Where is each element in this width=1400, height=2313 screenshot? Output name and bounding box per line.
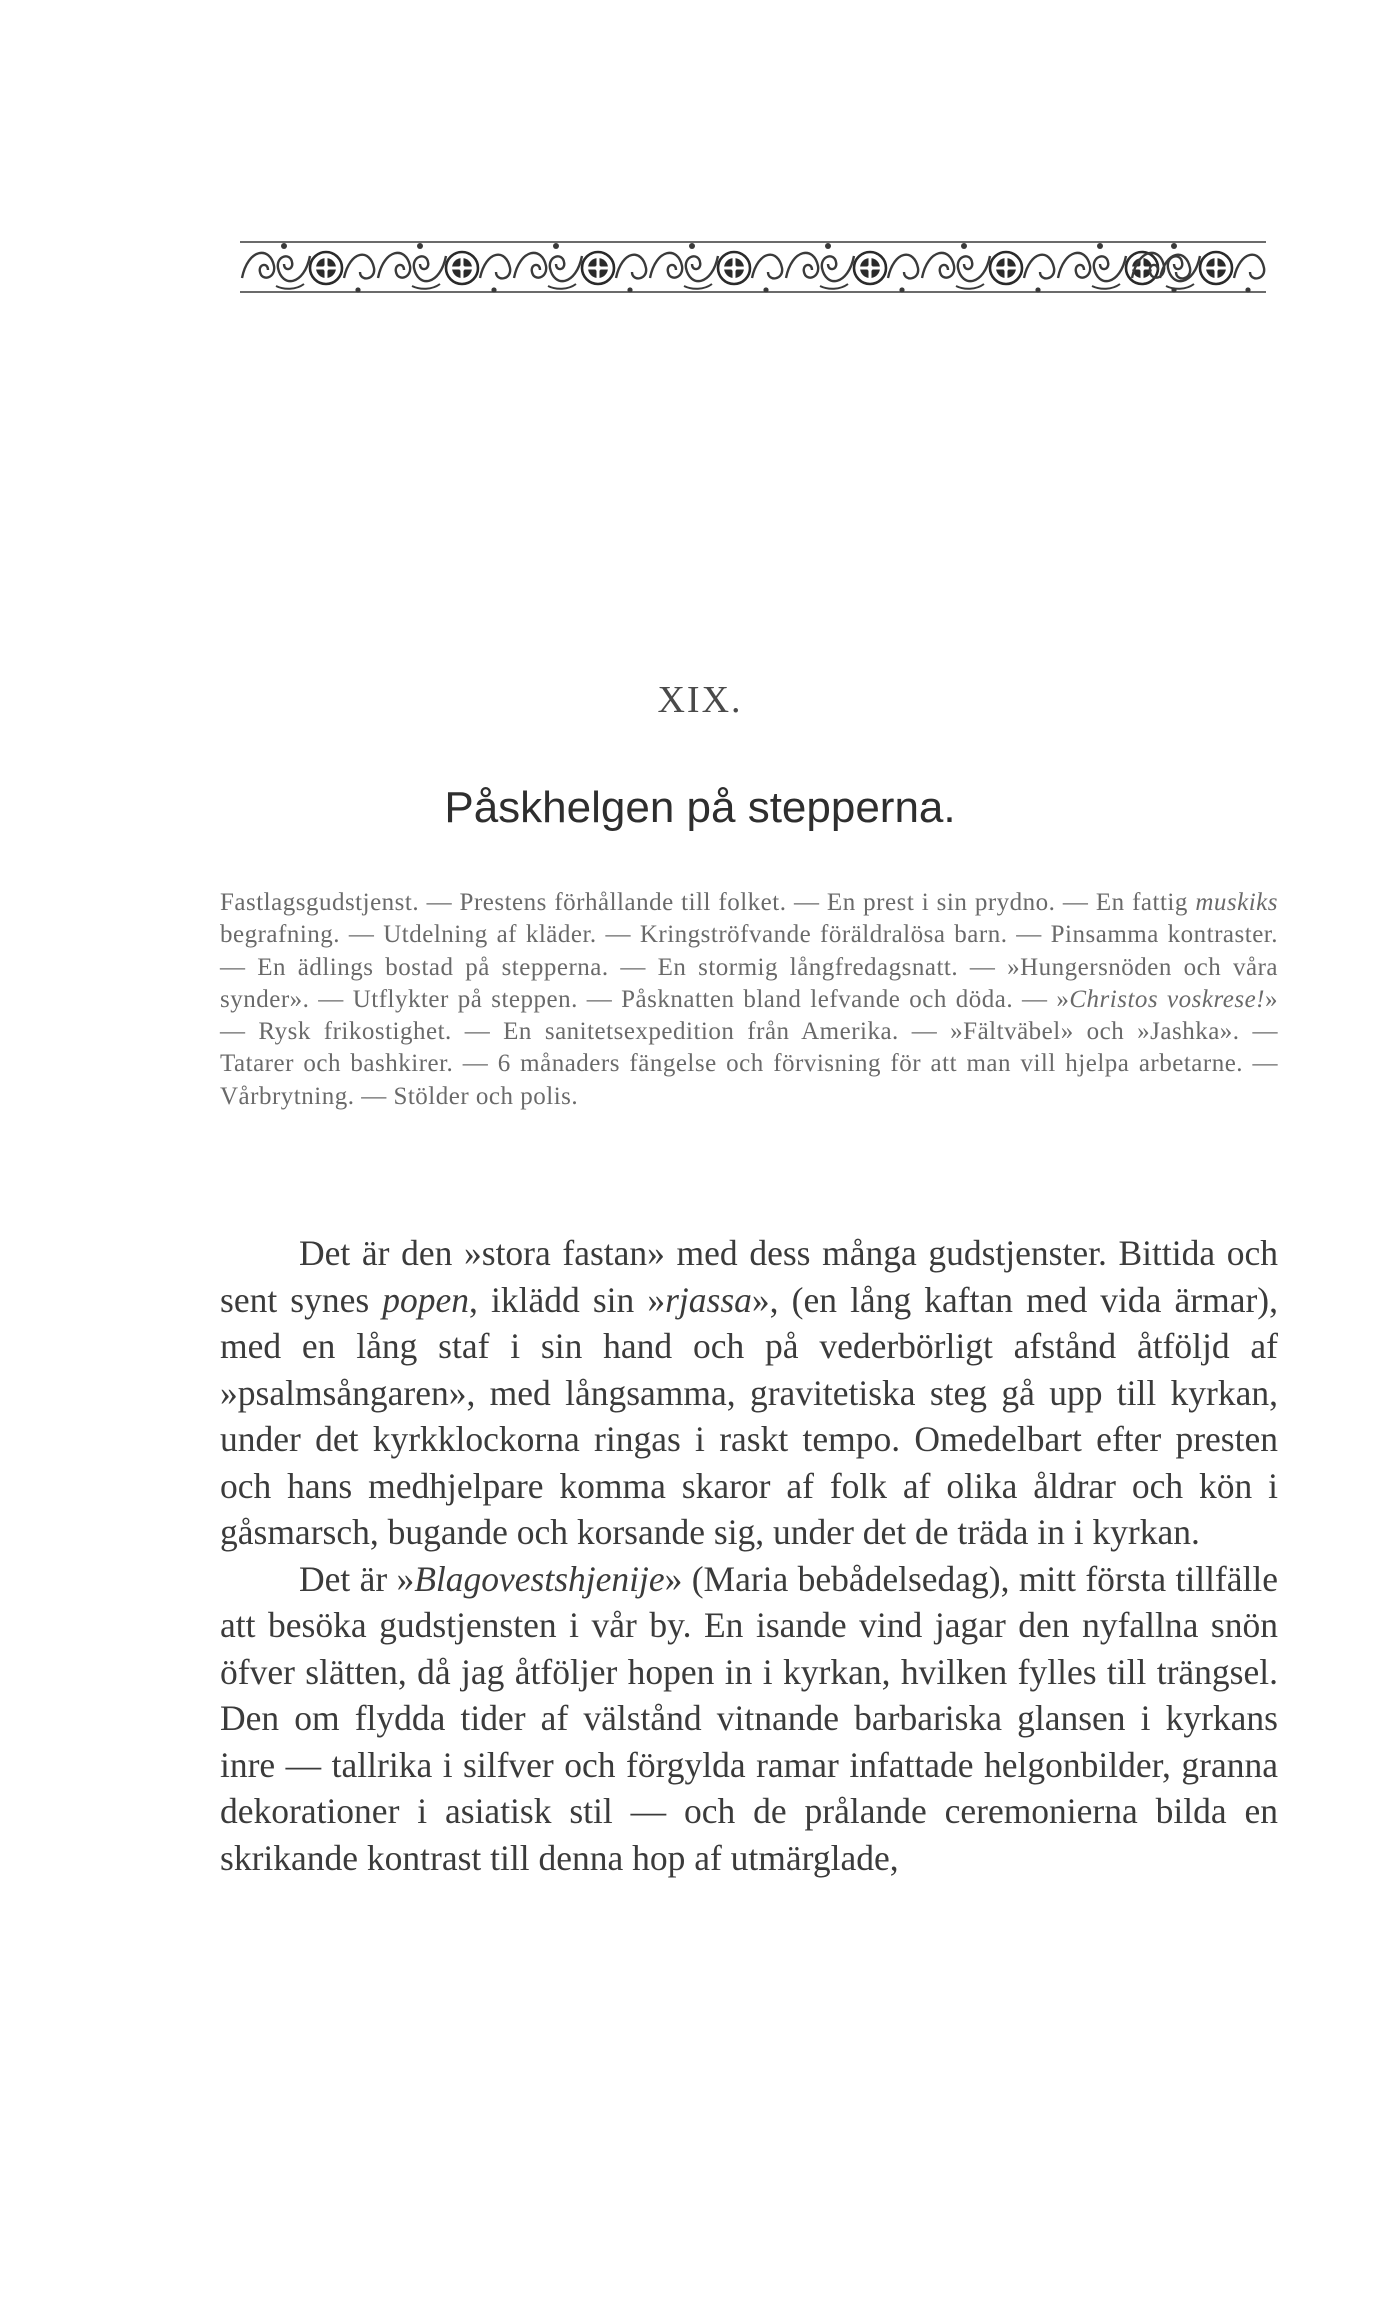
text-run: Det är den »stora fastan» med dess många gudstjenster. Bittida och sent synes <box>220 1233 1278 1320</box>
text-run: begrafning. — Utdelning af kläder. — Kringströfvande föräldralösa barn. — Pinsamma kontraster. — En ädlings bostad på stepperna. — En stormig långfredagsnatt. — »Hungersnöden och våra synder». — Utflykter på steppen. — Påsknatten bland lefvande och döda. — » <box>220 921 1278 1013</box>
chapter-body <box>220 1230 1278 1881</box>
text-run: Fastlagsgudstjenst. — Prestens förhållande till folket. — En prest i sin prydno. — En fattig <box>220 889 1196 916</box>
italic-text: Blagovestshjenije <box>414 1558 665 1599</box>
decorative-ornament-border <box>240 238 1266 296</box>
chapter-summary <box>220 887 1278 1113</box>
chapter-title: Påskhelgen på stepperna. <box>444 783 956 832</box>
italic-text: popen <box>382 1279 470 1320</box>
paragraph <box>220 1230 1278 1556</box>
text-run: », (en lång kaftan med vida ärmar), med en lång staf i sin hand och på vederbörligt afstånd åtföljd af »psalmsångaren», med långsamma, gravitetiska steg gå upp till kyrkan, under det kyrkklockorna ringas i raskt tempo. Omedelbart efter presten och hans medhjelpare komma skaror af folk af olika åldrar och kön i gåsmarsch, bugande och korsande sig, under det de träda in i kyrkan. <box>220 1279 1278 1552</box>
text-run: Det är » <box>299 1558 415 1599</box>
text-run: , iklädd sin » <box>469 1279 666 1320</box>
text-run: » (Maria bebådelsedag), mitt första tillfälle att besöka gudstjensten i vår by. En isande vind jagar den nyfallna snön öfver slätten, då jag åtföljer hopen in i kyrkan, hvilken fylles till trängsel. Den om flydda tider af välstånd vitnande barbariska glansen i kyrkans inre — tallrika i silfver och förgylda ramar infattade helgonbilder, granna dekorationer i asiatisk stil — och de prålande ceremonierna bilda en skrikande kontrast till denna hop af utmärglade, <box>220 1558 1278 1878</box>
paragraph <box>220 1556 1278 1882</box>
italic-text: Christos voskrese! <box>1069 985 1265 1013</box>
italic-text: muskiks <box>1195 889 1278 916</box>
italic-text: rjassa <box>665 1279 752 1320</box>
text-run: » — Rysk frikostighet. — En sanitetsexpedition från Amerika. — »Fältväbel» och »Jashka». — Tatarer och bashkirer. — 6 månaders fängelse och förvisning för att man vill hjelpa arbetarne. — Vårbrytning. — Stölder och polis. <box>220 985 1278 1110</box>
chapter-number: XIX. <box>657 679 743 721</box>
